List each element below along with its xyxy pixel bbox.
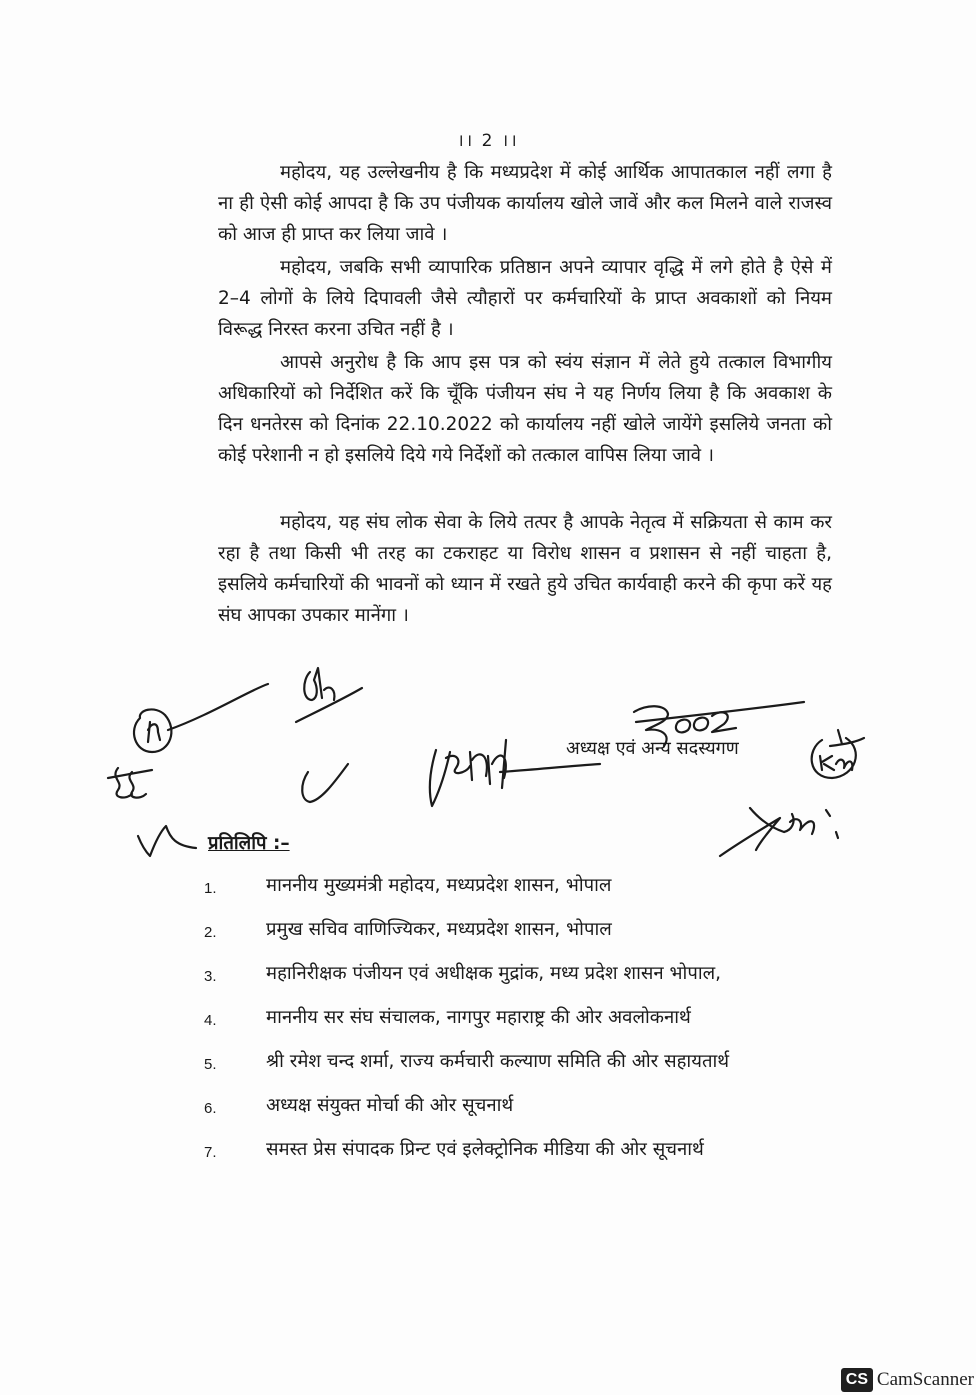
page-number: ।। 2 ।।: [457, 131, 519, 151]
paragraph-4: महोदय, यह संघ लोक सेवा के लिये तत्पर है आपके नेतृत्व में सक्रियता से काम कर रहा है तथा किसी भी तरह का टकराहट या विरोध शासन व प्रशासन से नहीं चाहता है, इसलिये कर्मचारियों की भावनों को ध्यान में रखते हुये उचित कार्यवाही करने की कृपा करें यह संघ आपका उपकार मानेंगा ।: [218, 512, 832, 626]
list-item-text: महानिरीक्षक पंजीयन एवं अधीक्षक मुद्रांक, मध्य प्रदेश शासन भोपाल,: [266, 963, 722, 984]
list-item-number: 5.: [204, 1056, 217, 1073]
signature-7: [812, 730, 864, 778]
handwritten-signatures: [0, 660, 976, 870]
list-item: [198, 1088, 838, 1132]
signature-3: [108, 768, 152, 798]
list-item-number: 7.: [204, 1144, 217, 1161]
list-item: [198, 1044, 838, 1088]
list-item-text: समस्त प्रेस संपादक प्रिन्ट एवं इलेक्ट्रोनिक मीडिया की ओर सूचनार्थ: [266, 1139, 704, 1160]
copy-to-list: [198, 868, 838, 1176]
list-item: [198, 912, 838, 956]
signature-1: [134, 684, 268, 752]
signature-9: [138, 826, 196, 856]
copy-to-heading: प्रतिलिपि :–: [208, 833, 290, 854]
signature-caption: अध्यक्ष एवं अन्य सदस्यगण: [566, 738, 739, 759]
signature-8: [720, 808, 838, 856]
paragraph-2: महोदय, जबकि सभी व्यापारिक प्रतिष्ठान अपने व्यापार वृद्धि में लगे होते है ऐसे में 2–4 लोगों के लिये दिपावली जैसे त्यौहारों पर कर्मचारियों के प्राप्त अवकाशों को नियम विरूद्ध निरस्त करना उचित नहीं है ।: [218, 257, 832, 340]
list-item-text: माननीय मुख्यमंत्री महोदय, मध्यप्रदेश शासन, भोपाल: [266, 875, 612, 896]
paragraph-1: महोदय, यह उल्लेखनीय है कि मध्यप्रदेश में कोई आर्थिक आपातकाल नहीं लगा है ना ही ऐसी कोई आपदा है कि उप पंजीयक कार्यालय खोले जावें और कल मिलने वाले राजस्व को आज ही प्राप्त कर लिया जावे ।: [218, 162, 832, 245]
list-item-number: 4.: [204, 1012, 217, 1029]
list-item-text: अध्यक्ष संयुक्त मोर्चा की ओर सूचनार्थ: [266, 1095, 514, 1116]
list-item-number: 3.: [204, 968, 217, 985]
list-item: [198, 1000, 838, 1044]
signature-4: [302, 764, 348, 802]
list-item-number: 6.: [204, 1100, 217, 1117]
list-item-number: 1.: [204, 880, 217, 897]
list-item-text: प्रमुख सचिव वाणिज्यिकर, मध्यप्रदेश शासन, भोपाल: [266, 919, 612, 940]
list-item-text: माननीय सर संघ संचालक, नागपुर महाराष्ट्र की ओर अवलोकनार्थ: [266, 1007, 691, 1028]
list-item: [198, 956, 838, 1000]
list-item: [198, 868, 838, 912]
camscanner-watermark: [841, 1367, 974, 1393]
signature-2: [296, 668, 362, 722]
signature-block: [0, 660, 976, 870]
list-item-number: 2.: [204, 924, 217, 941]
camscanner-logo-icon: CS: [841, 1368, 873, 1392]
list-item: [198, 1132, 838, 1176]
list-item-text: श्री रमेश चन्द शर्मा, राज्य कर्मचारी कल्याण समिति की ओर सहायतार्थ: [266, 1051, 730, 1072]
camscanner-text: CamScanner: [876, 1369, 974, 1390]
paragraph-3: आपसे अनुरोध है कि आप इस पत्र को स्वंय संज्ञान में लेते हुये तत्काल विभागीय अधिकारियों को निर्देशित करें कि चूँकि पंजीयन संघ ने यह निर्णय लिया है कि अवकाश के दिन धनतेरस को दिनांक 22.10.2022 को कार्यालय नहीं खोले जायेंगे इसलिये जनता को कोई परेशानी न हो इसलिये दिये गये निर्देशों को तत्काल वापिस लिया जावे ।: [218, 352, 832, 466]
